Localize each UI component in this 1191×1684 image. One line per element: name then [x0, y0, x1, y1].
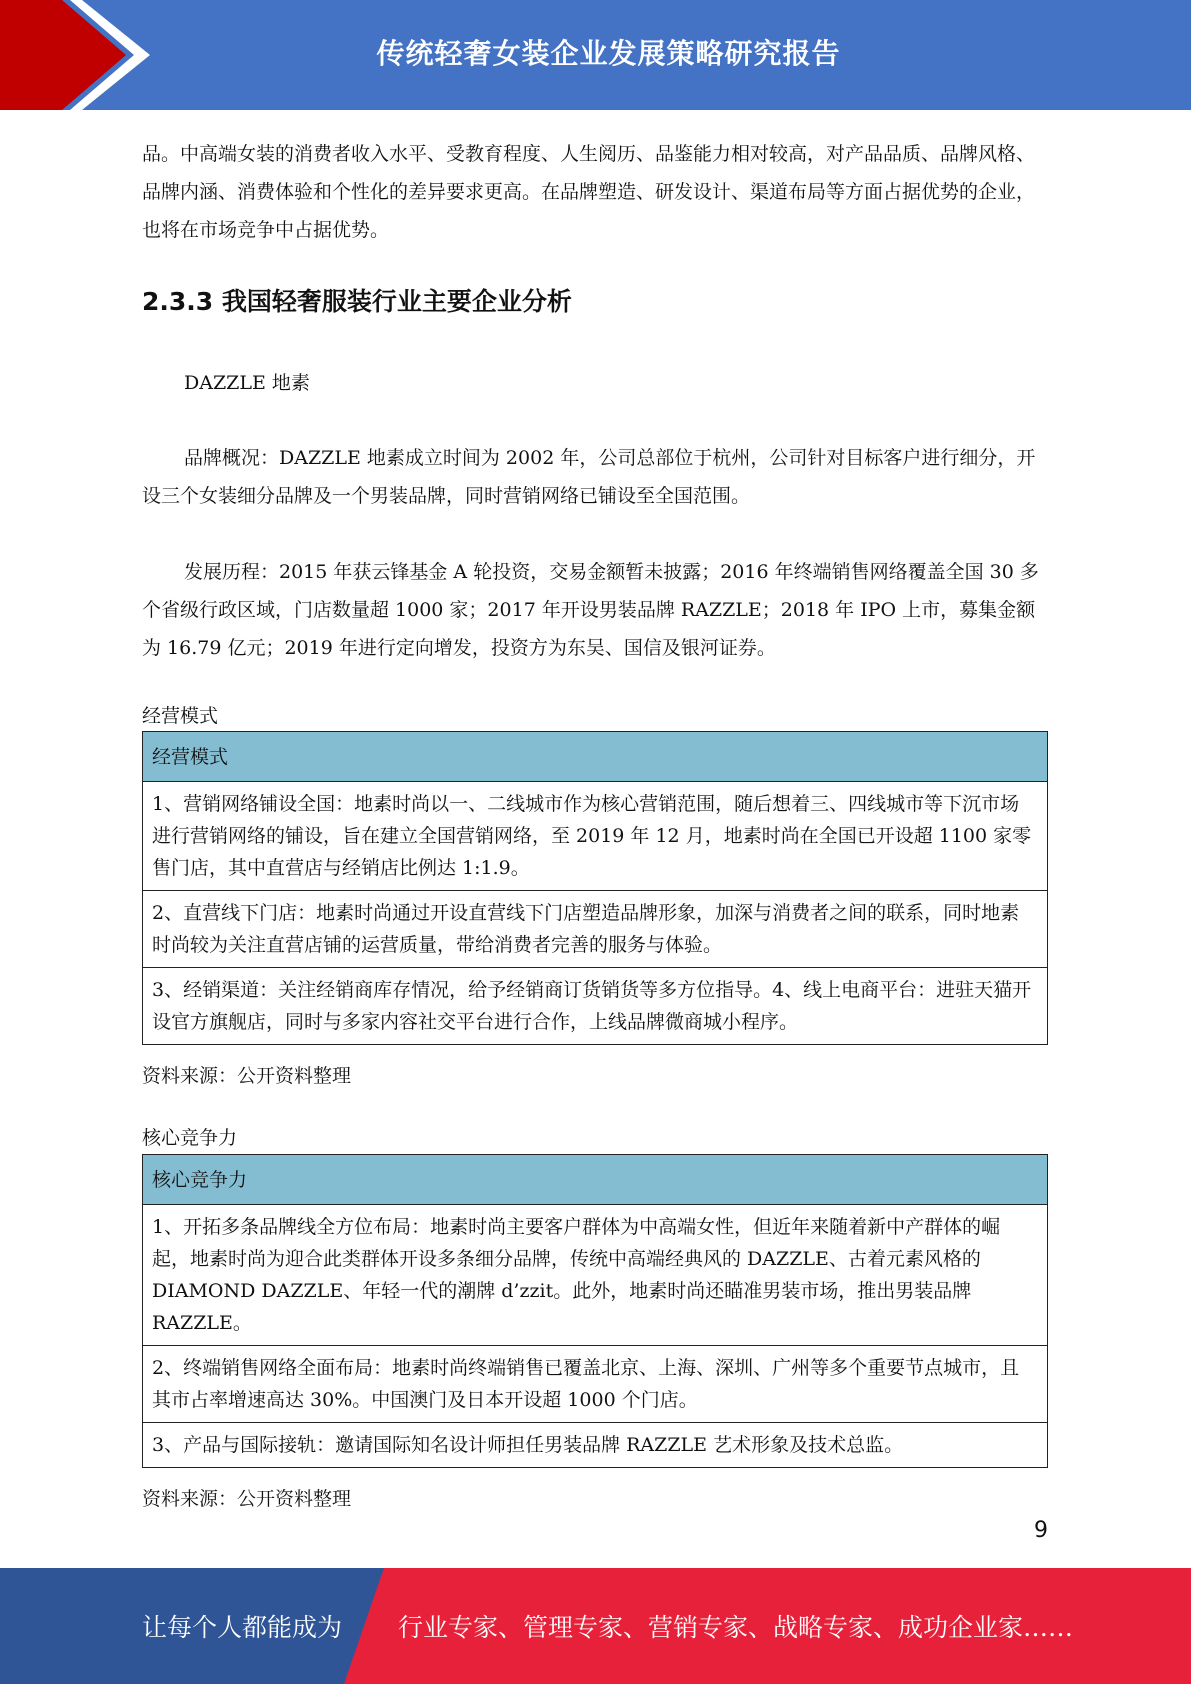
page-header [0, 0, 1191, 110]
history-paragraph: 发展历程：2015 年获云锋基金 A 轮投资，交易金额暂未披露；2016 年终端销售网络覆盖全国 30 多个省级行政区域，门店数量超 1000 家；2017 年开设男装品牌 RAZZLE；2018 年 IPO 上市，募集金额为 16.79 亿元；2019 年进行定向增发，投资方为东吴、国信及银河证券。 [142, 561, 1039, 659]
table-header-row [143, 1155, 1048, 1205]
footer-slogan-right: 行业专家、管理专家、营销专家、战略专家、成功企业家…… [398, 1613, 1074, 1642]
brand-overview-paragraph: 品牌概况：DAZZLE 地素成立时间为 2002 年，公司总部位于杭州，公司针对目标客户进行细分，开设三个女装细分品牌及一个男装品牌，同时营销网络已铺设至全国范围。 [142, 447, 1036, 507]
table-cell: 1、开拓多条品牌线全方位布局：地素时尚主要客户群体为中高端女性，但近年来随着新中产群体的崛起，地素时尚为迎合此类群体开设多条细分品牌，传统中高端经典风的 DAZZLE、古着元素风格的 DIAMOND DAZZLE、年轻一代的潮牌 d’zzit。此外，地素时尚还瞄准男装市场，推出男装品牌 RAZZLE。 [143, 1205, 1048, 1346]
table-cell: 3、产品与国际接轨：邀请国际知名设计师担任男装品牌 RAZZLE 艺术形象及技术总监。 [143, 1423, 1048, 1468]
table-row [143, 891, 1048, 968]
business-model-table [142, 731, 1048, 1045]
table-header-cell: 核心竞争力 [143, 1155, 1048, 1205]
page-number: 9 [1034, 1518, 1048, 1543]
table-cell: 1、营销网络铺设全国：地素时尚以一、二线城市作为核心营销范围，随后想着三、四线城市等下沉市场进行营销网络的铺设，旨在建立全国营销网络，至 2019 年 12 月，地素时尚在全国已开设超 1100 家零售门店，其中直营店与经销店比例达 1:1.9。 [143, 782, 1048, 891]
report-title: 传统轻奢女装企业发展策略研究报告 [376, 37, 841, 70]
intro-paragraph: 品。中高端女装的消费者收入水平、受教育程度、人生阅历、品鉴能力相对较高，对产品品质、品牌风格、品牌内涵、消费体验和个性化的差异要求更高。在品牌塑造、研发设计、渠道布局等方面占据优势的企业，也将在市场竞争中占据优势。 [142, 143, 1036, 241]
table-header-row [143, 732, 1048, 782]
core-competence-caption: 核心竞争力 [142, 1127, 238, 1149]
table-cell: 2、直营线下门店：地素时尚通过开设直营线下门店塑造品牌形象，加深与消费者之间的联系，同时地素时尚较为关注直营店铺的运营质量，带给消费者完善的服务与体验。 [143, 891, 1048, 968]
table-row [143, 1423, 1048, 1468]
table-row [143, 1346, 1048, 1423]
core-competence-source: 资料来源：公开资料整理 [142, 1488, 352, 1510]
section-heading: 2.3.3 我国轻奢服装行业主要企业分析 [142, 287, 572, 316]
table-row [143, 1205, 1048, 1346]
business-model-caption: 经营模式 [142, 705, 219, 727]
table-cell: 2、终端销售网络全面布局：地素时尚终端销售已覆盖北京、上海、深圳、广州等多个重要节点城市，且其市占率增速高达 30%。中国澳门及日本开设超 1000 个门店。 [143, 1346, 1048, 1423]
company-name: DAZZLE 地素 [184, 372, 310, 394]
page-footer [0, 1568, 1191, 1684]
footer-slogan-left: 让每个人都能成为 [142, 1613, 343, 1642]
business-model-source: 资料来源：公开资料整理 [142, 1065, 352, 1087]
table-header-cell: 经营模式 [143, 732, 1048, 782]
table-row [143, 782, 1048, 891]
table-row [143, 968, 1048, 1045]
table-cell: 3、经销渠道：关注经销商库存情况，给予经销商订货销货等多方位指导。4、线上电商平台：进驻天猫开设官方旗舰店，同时与多家内容社交平台进行合作，上线品牌微商城小程序。 [143, 968, 1048, 1045]
core-competence-table [142, 1154, 1048, 1468]
